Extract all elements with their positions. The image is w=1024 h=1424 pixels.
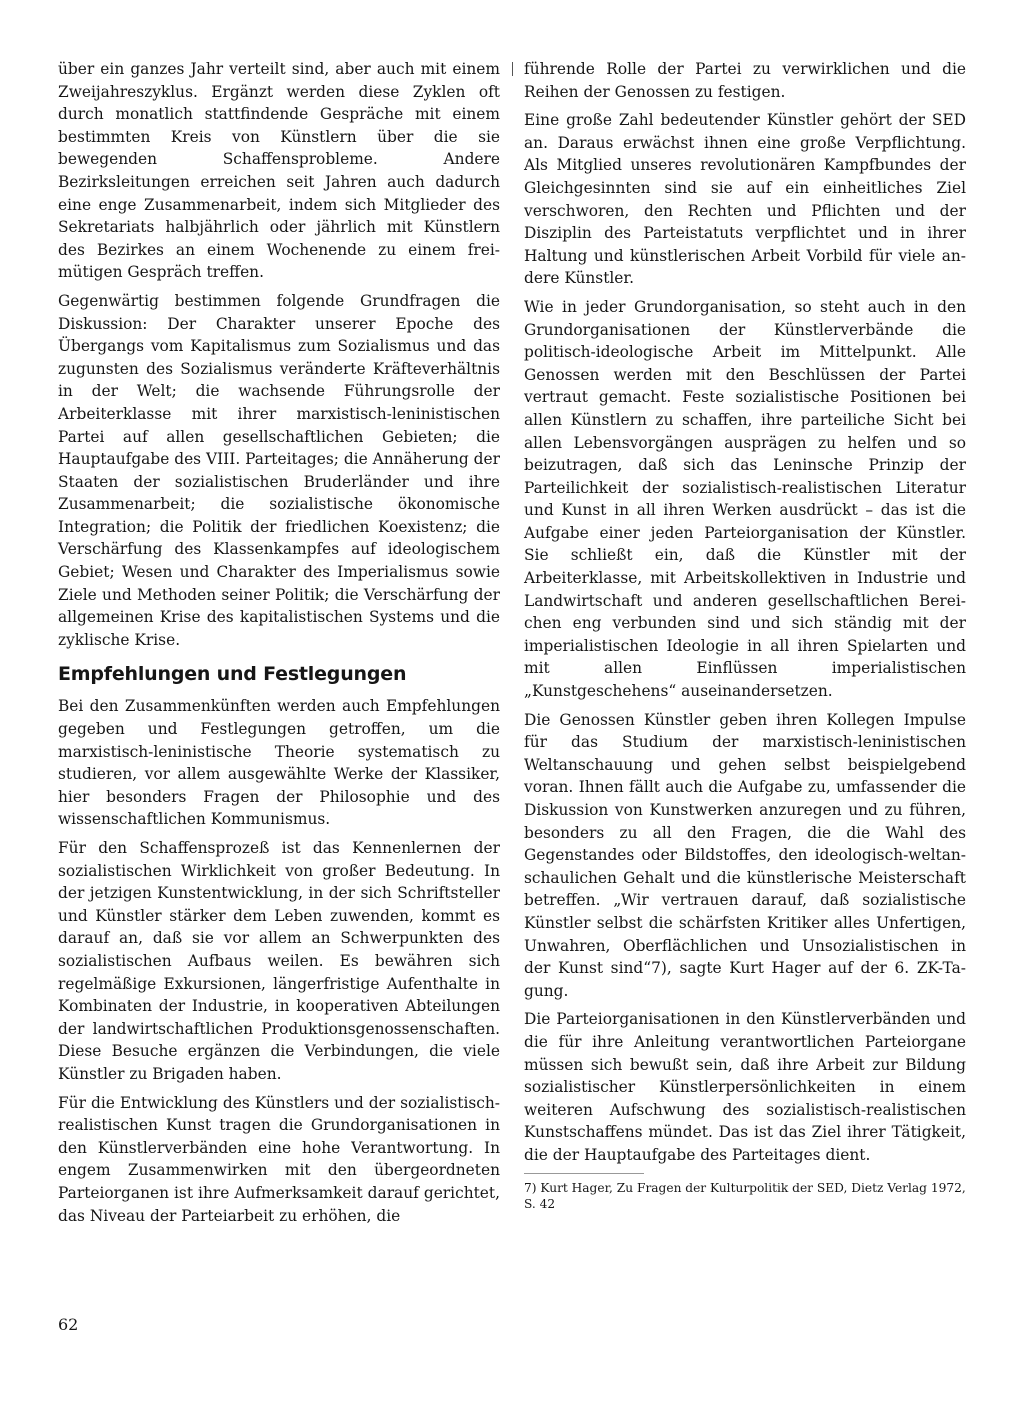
paragraph: Gegenwärtig bestimmen folgende Grundfragen die Diskussion: Der Charakter unserer Epoche des Übergangs vom Kapitalismus zum Sozialismus und das zugunsten des Sozialismus veränderte Kräfteverhältnis in der Welt; die wachsende Führungsrolle der Arbeiterklasse mit ihrer marxistisch-leninistischen Partei auf allen gesellschaftlichen Gebieten; die Hauptaufgabe des VIII. Parteitages; die Annäherung der Staaten der sozialistischen Bruderländer und ihre Zusammenarbeit; die sozialistische ökonomische Integration; die Politik der friedlichen Koexistenz; die Verschärfung des Klassenkampfes auf ideologischem Gebiet; Wesen und Charakter des Imperialismus sowie Ziele und Methoden seiner Politik; die Verschärfung der allgemeinen Krise des kapitalistischen Systems und die zyklische Krise. xyxy=(58,291,500,649)
paragraph: über ein ganzes Jahr verteilt sind, aber auch mit einem Zweijahreszyklus. Ergänzt werden diese Zyklen oft durch monatlich stattfindende Gespräche mit einem bestimmten Kreis von Künstlern über die sie bewegenden Schaffensprobleme. Andere Bezirksleitungen erreichen seit Jahren auch dadurch eine enge Zusammenarbeit, indem sich Mitglieder des Sekretariats halbjährlich oder jährlich mit Künstlern des Bezirkes an einem Wochenende zu einem freimütigen Gespräch treffen. xyxy=(58,60,500,282)
footnote-text: 7) Kurt Hager, Zu Fragen der Kulturpolitik der SED, Dietz Verlag 1972, S. 42 xyxy=(524,1180,966,1211)
paragraph: Eine große Zahl bedeutender Künstler gehört der SED an. Daraus erwächst ihnen eine große Verpflichtung. Als Mitglied unseres revolutionären Kampfbundes der Gleichgesinnten sind sie auf ein einheitliches Ziel verschworen, den Rechten und Pflichten und der Disziplin des Parteistatuts verpflichtet und in ihrer Haltung und künstlerischen Arbeit Vorbild für viele andere Künstler. xyxy=(524,111,966,288)
page-number: 62 xyxy=(58,1315,79,1334)
right-column xyxy=(524,58,966,1212)
paragraph: Bei den Zusammenkünften werden auch Empfehlungen gegeben und Festlegungen getroffen, um die marxistisch-leninistische Theorie systematisch zu studieren, vor allem ausgewählte Werke der Klassiker, hier besonders Fragen der Philosophie und des wissenschaftlichen Kommunismus. xyxy=(58,697,500,829)
footnote xyxy=(524,1173,966,1212)
left-column xyxy=(58,58,500,1233)
paragraph: Wie in jeder Grundorganisation, so steht auch in den Grundorganisationen der Künstlerverbände die politisch-ideologische Arbeit im Mittelpunkt. Alle Genossen werden mit den Beschlüssen der Partei vertraut gemacht. Feste sozialistische Positionen bei allen Künstlern zu schaffen, ihre parteiliche Sicht bei allen Lebensvorgängen ausprägen zu helfen und so beizutragen, daß sich das Leninsche Prinzip der Parteilichkeit der sozialistisch-realistischen Literatur und Kunst in all ihren Werken ausdrückt – das ist die Aufgabe einer jeden Parteiorganisation der Künstler. Sie schließt ein, daß die Künstler mit der Arbeiterklasse, mit Arbeitskollektiven in Industrie und Landwirtschaft und anderen gesellschaftlichen Bereichen eng verbunden sind und sich ständig mit der imperialistischen Ideologie in all ihren Spielarten und mit allen Einflüssen imperialistischen „Kunstgeschehens“ auseinandersetzen. xyxy=(524,297,966,701)
paragraph: Die Parteiorganisationen in den Künstlerverbänden und die für ihre Anleitung verantwortlichen Parteiorgane müssen sich bewußt sein, daß ihre Arbeit zur Bildung sozialistischer Künstlerpersönlichkeiten in einem weiteren Aufschwung des sozialistisch-realistischen Kunstschaffens mündet. Das ist das Ziel ihrer Tätigkeit, die der Hauptaufgabe des Parteitages dient. xyxy=(524,1010,966,1164)
paragraph: Für den Schaffensprozeß ist das Kennenlernen der sozialistischen Wirklichkeit von großer Bedeutung. In der jetzigen Kunstentwicklung, in der sich Schriftsteller und Künstler stärker dem Leben zuwenden, kommt es darauf an, daß sie vor allem an Schwerpunkten des sozialistischen Aufbaus weilen. Es bewähren sich regelmäßige Exkursionen, längerfristige Aufenthalte in Kombinaten der Industrie, in kooperativen Abteilungen der landwirtschaftlichen Produktionsgenossenschaften. Diese Besuche ergänzen die Verbindungen, die viele Künstler zu Brigaden haben. xyxy=(58,839,500,1083)
paragraph: Für die Entwicklung des Künstlers und der sozialistisch-realistischen Kunst tragen die Grundorganisationen in den Künstlerverbänden eine hohe Verantwortung. In engem Zusammenwirken mit den übergeordneten Parteiorganen ist ihre Aufmerksamkeit darauf gerichtet, das Niveau der Parteiarbeit zu erhöhen, die xyxy=(58,1093,500,1225)
column-divider xyxy=(512,62,513,76)
section-heading: Empfehlungen und Festlegungen xyxy=(58,663,407,686)
paragraph: Die Genossen Künstler geben ihren Kollegen Impulse für das Studium der marxistisch-leninistischen Weltanschauung und gehen selbst beispielgebend voran. Ihnen fällt auch die Aufgabe zu, umfassender die Diskussion von Kunstwerken anzuregen und zu führen, besonders zu all den Fragen, die die Wahl des Gegenstandes oder Bildstoffes, den ideologisch-weltanschaulichen Gehalt und die künstlerische Meisterschaft betreffen. „Wir vertrauen darauf, daß sozialistische Künstler selbst die schärfsten Kritiker alles Unfertigen, Unwahren, Oberflächlichen und Unsozialistischen in der Kunst sind“7), sagte Kurt Hager auf der 6. ZK-Tagung. xyxy=(524,710,966,1000)
paragraph: führende Rolle der Partei zu verwirklichen und die Reihen der Genossen zu festigen. xyxy=(524,60,966,101)
